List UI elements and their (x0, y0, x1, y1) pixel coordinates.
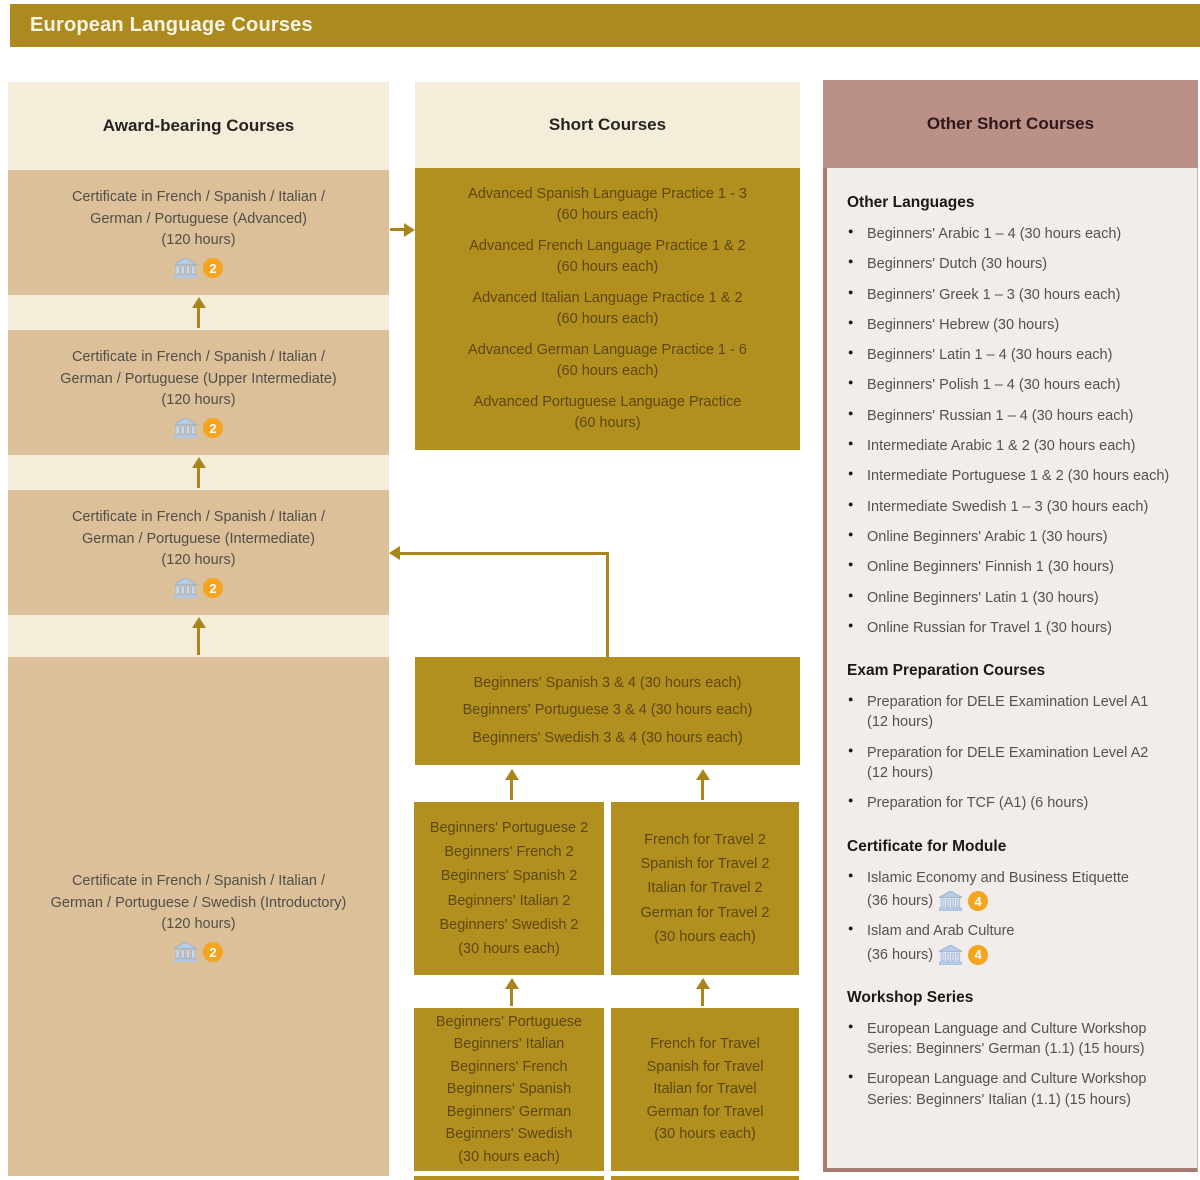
institution-icon (939, 891, 962, 911)
other-column-body (823, 168, 1198, 1172)
section-heading: Exam Preparation Courses (847, 662, 1046, 680)
left-arrowhead (389, 546, 400, 560)
list-item: ● Islamic Economy and Business Etiquette (36 hours) 4 (847, 868, 1187, 912)
list-item: ● Beginners' Greek 1 – 3 (30 hours each) (847, 285, 1187, 305)
cert-line: German / Portuguese (Intermediate) (82, 530, 315, 547)
other-column-header: Other Short Courses (823, 80, 1198, 168)
certificate-module-list (847, 868, 1187, 965)
list-item: ● Online Beginners' Arabic 1 (30 hours) (847, 527, 1187, 547)
list-item: ● Intermediate Arabic 1 & 2 (30 hours each) (847, 436, 1187, 456)
page-title: European Language Courses (10, 4, 1200, 47)
count-badge: 2 (203, 942, 223, 962)
cert-line: (120 hours) (161, 552, 236, 569)
cert-intermediate-box (8, 490, 389, 615)
list-item: ● Preparation for DELE Examination Level A2 (12 hours) (847, 743, 1187, 784)
institution-icon (939, 945, 962, 965)
cert-line: Certificate in French / Spanish / Italian / (71, 188, 326, 205)
list-item: ● Beginners' Russian 1 – 4 (30 hours each) (847, 406, 1187, 426)
institution-icon (174, 258, 197, 278)
course-entry: Advanced French Language Practice 1 & 2 (60 hours each) (469, 237, 746, 275)
list-item: ● European Language and Culture Workshop Series: Beginners' Italian (1.1) (15 hours) (847, 1069, 1187, 1110)
up-arrow (197, 628, 200, 655)
up-arrow (510, 780, 513, 800)
cert-advanced-box (8, 170, 389, 295)
up-arrow (197, 468, 200, 488)
up-arrow (701, 989, 704, 1006)
count-badge: 2 (203, 578, 223, 598)
list-item: ● Online Beginners' Latin 1 (30 hours) (847, 588, 1187, 608)
list-item: ● Beginners' Arabic 1 – 4 (30 hours each) (847, 224, 1187, 244)
cert-upper-intermediate-box (8, 330, 389, 455)
cert-line: Certificate in French / Spanish / Italian / (71, 508, 326, 525)
cert-line: (120 hours) (161, 232, 236, 249)
award-column (8, 82, 389, 1176)
list-item: ● Beginners' Latin 1 – 4 (30 hours each) (847, 345, 1187, 365)
award-column-header: Award-bearing Courses (8, 82, 389, 170)
up-arrow (701, 780, 704, 800)
list-item: ● European Language and Culture Workshop Series: Beginners' German (1.1) (15 hours) (847, 1019, 1187, 1060)
cutoff-box (611, 1176, 799, 1180)
cert-line: Certificate in French / Spanish / Italian / (71, 348, 326, 365)
cert-line: German / Portuguese / Swedish (Introductory) (50, 894, 347, 911)
count-badge: 4 (968, 945, 988, 965)
cert-line: German / Portuguese (Upper Intermediate) (60, 370, 337, 387)
course-entry: Advanced Spanish Language Practice 1 - 3 (60 hours each) (468, 185, 747, 223)
course-entry: Advanced German Language Practice 1 - 6 (60 hours each) (468, 342, 747, 380)
count-badge: 2 (203, 258, 223, 278)
course-entry: Advanced Italian Language Practice 1 & 2 (60 hours each) (472, 289, 743, 327)
list-item: ● Online Beginners' Finnish 1 (30 hours) (847, 557, 1187, 577)
institution-icon (174, 578, 197, 598)
list-item: ● Beginners' Dutch (30 hours) (847, 254, 1187, 274)
list-item: ● Online Russian for Travel 1 (30 hours) (847, 618, 1187, 638)
beginners-34-box: Beginners' Spanish 3 & 4 (30 hours each) Beginners' Portuguese 3 & 4 (30 hours each) Beginners' Swedish 3 & 4 (30 hours each) (415, 657, 800, 765)
institution-icon (174, 942, 197, 962)
connector-line (390, 228, 405, 231)
cert-line: (120 hours) (161, 392, 236, 409)
cutoff-box (414, 1176, 604, 1180)
beginners-2-box: Beginners' Portuguese 2 Beginners' French 2 Beginners' Spanish 2 Beginners' Italian 2 Beginners' Swedish 2 (30 hours each) (414, 802, 604, 975)
list-item: ● Intermediate Swedish 1 – 3 (30 hours each) (847, 497, 1187, 517)
short-column-header: Short Courses (415, 82, 800, 168)
up-arrow (197, 308, 200, 328)
list-item: ● Preparation for TCF (A1) (6 hours) (847, 793, 1187, 813)
exam-prep-list (847, 692, 1187, 813)
list-item: ● Preparation for DELE Examination Level A1 (12 hours) (847, 692, 1187, 733)
connector-line (400, 552, 609, 555)
count-badge: 4 (968, 891, 988, 911)
cert-introductory-box (8, 657, 389, 1176)
travel-1-box: French for Travel Spanish for Travel Italian for Travel German for Travel (30 hours each) (611, 1008, 799, 1171)
list-item: ● Islam and Arab Culture (36 hours) 4 (847, 921, 1187, 965)
section-heading: Other Languages (847, 194, 975, 211)
connector-line (606, 553, 609, 657)
cert-line: Certificate in French / Spanish / Italian / (71, 872, 326, 889)
workshop-series-list (847, 1019, 1187, 1110)
right-arrowhead (404, 223, 415, 237)
section-heading: Certificate for Module (847, 837, 1007, 855)
list-item: ● Beginners' Polish 1 – 4 (30 hours each) (847, 375, 1187, 395)
cert-line: German / Portuguese (Advanced) (90, 210, 307, 227)
travel-2-box: French for Travel 2 Spanish for Travel 2 Italian for Travel 2 German for Travel 2 (30 hours each) (611, 802, 799, 975)
course-entry: Advanced Portuguese Language Practice (60 hours) (473, 394, 742, 432)
section-heading: Workshop Series (847, 988, 974, 1006)
list-item: ● Beginners' Hebrew (30 hours) (847, 315, 1187, 335)
count-badge: 2 (203, 418, 223, 438)
up-arrow (510, 989, 513, 1006)
advanced-practice-box (415, 168, 800, 450)
institution-icon (174, 418, 197, 438)
list-item: ● Intermediate Portuguese 1 & 2 (30 hours each) (847, 466, 1187, 486)
cert-line: (120 hours) (161, 916, 236, 933)
beginners-1-box: Beginners' Portuguese Beginners' Italian Beginners' French Beginners' Spanish Beginners' German Beginners' Swedish (30 hours each) (414, 1008, 604, 1171)
other-languages-list (847, 224, 1187, 638)
